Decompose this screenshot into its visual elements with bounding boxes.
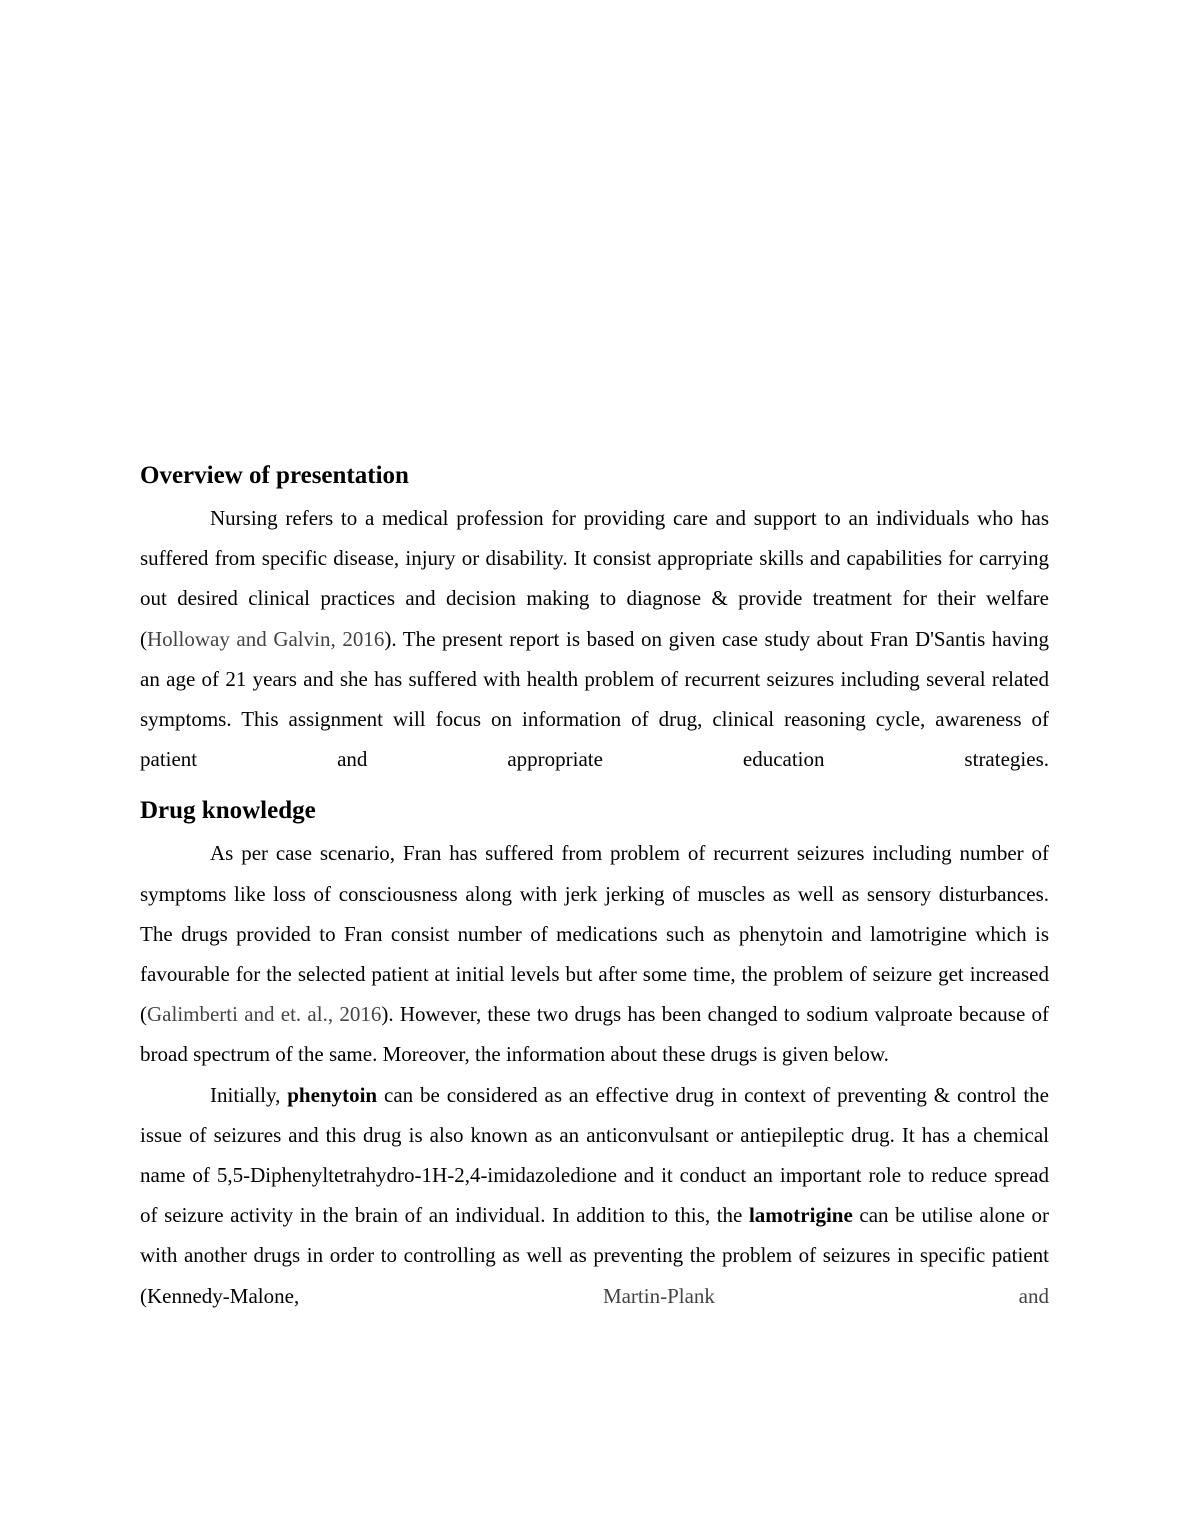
heading-overview-of-presentation: Overview of presentation	[140, 462, 409, 489]
drug-scenario-text-after-citation: ). However, these two drugs has been changed to sodium valproate because of broad spectrum of the same. Moreover, the information about these drugs is given below.	[140, 1002, 1050, 1067]
heading-drug-knowledge: Drug knowledge	[140, 797, 316, 825]
paragraph-drug-scenario	[140, 833, 1049, 1074]
paragraph-drug-details	[140, 1075, 1049, 1316]
paragraph-overview	[140, 498, 1049, 779]
drug-details-middle: can be considered as an effective drug in context of preventing & control the issue of seizures and this drug is also known as an anticonvulsant or antiepileptic drug. It has a chemical name of 5,5-Diphenyltetrahydro-1H-2,4-imidazoledione and it conduct an important role to reduce spread of seizure activity in the brain of an individual. In addition to this, the	[140, 1082, 1049, 1228]
drug-scenario-text-before-citation: As per case scenario, Fran has suffered from problem of recurrent seizures including number of symptoms like loss of consciousness along with jerk jerking of muscles as well as sensory disturbances. The drugs provided to Fran consist number of medications such as phenytoin and lamotrigine which is favourable for the selected patient at initial levels but after some time, the problem of seizure get increased (	[140, 841, 1049, 1027]
drug-name-lamotrigine: lamotrigine	[748, 1203, 853, 1228]
drug-details-text-after: can be utilise alone or with another drugs in order to controlling as well as preventing the problem of seizures in specific patient (Kennedy-Malone,	[140, 1203, 1049, 1308]
document-body	[140, 458, 1049, 1316]
drug-details-intro: Initially,	[210, 1082, 288, 1107]
citation-martin-plank-partial: Martin-Plank and	[602, 1283, 1049, 1308]
overview-text-before-citation: Nursing refers to a medical profession for providing care and support to an individuals who has suffered from specific disease, injury or disability. It consist appropriate skills and capabilities for carrying out desired clinical practices and decision making to diagnose & provide treatment for their welfare (	[140, 506, 1049, 651]
drug-name-phenytoin: phenytoin	[287, 1082, 378, 1107]
overview-text-after-citation: ). The present report is based on given case study about Fran D'Santis having an age of 21 years and she has suffered with health problem of recurrent seizures including several related symptoms. This assignment will focus on information of drug, clinical reasoning cycle, awareness of patient and appropriate education strategies.	[140, 626, 1050, 772]
citation-galimberti: Galimberti and et. al., 2016	[147, 1002, 382, 1027]
citation-holloway-galvin: Holloway and Galvin, 2016	[147, 626, 385, 651]
